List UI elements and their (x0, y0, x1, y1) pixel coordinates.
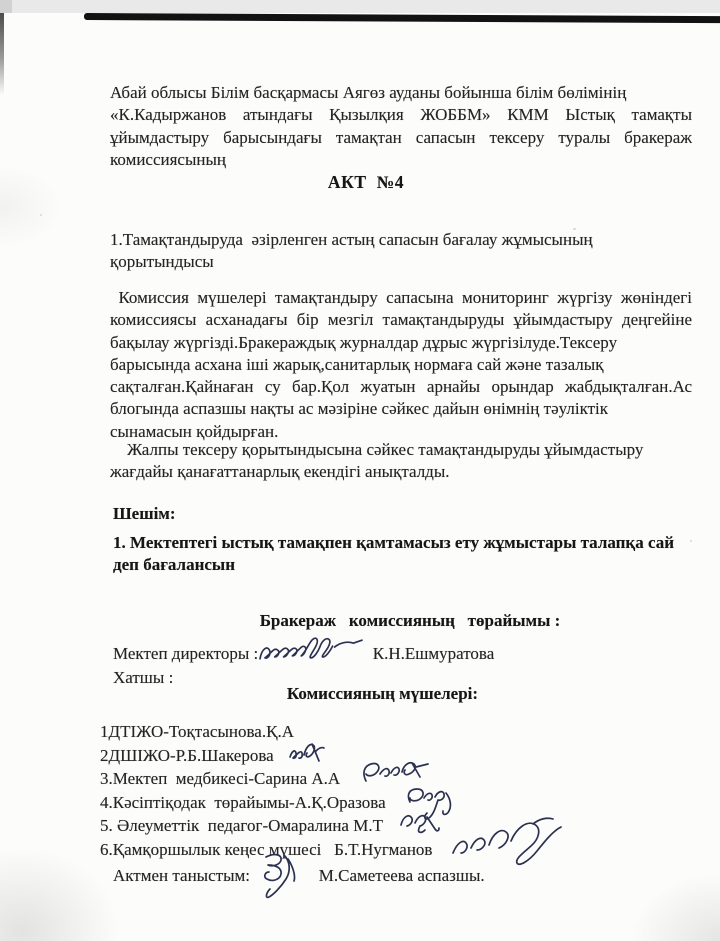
text-line: сақталған.Қайнаған су бар.Қол жуатын арнайы орындар жабдықталған.Ас (110, 377, 692, 397)
text-line: Комиссия мүшелері тамақтандыру сапасына мониторинг жүргізу жөніндегі (110, 288, 692, 307)
text-line: жағдайы қанағаттанарлық екендігі анықталды. (110, 462, 450, 482)
text-line: комиссиясы асханадағы бір мезгіл тамақтандыруды ұйымдастыру деңгейіне (110, 310, 692, 330)
acknowledgement-name: М.Саметеева аспазшы. (314, 866, 485, 885)
text-line: Жалпы тексеру қорытындысына сәйкес тамақтандыруды ұйымдастыру (110, 440, 644, 459)
director-signature (262, 657, 368, 659)
acknowledgement-line (113, 866, 485, 886)
member-signature (449, 853, 569, 855)
act-title-text: АКТ №4 (327, 172, 405, 192)
chair-heading-text: Бракераж комиссияның төрайымы : (259, 611, 561, 630)
members-heading-text: Комиссияның мүшелері: (286, 684, 479, 703)
member-signature (358, 782, 434, 784)
member-row (100, 767, 569, 791)
text-line: сынамасын қойдырған. (110, 421, 279, 441)
body-paragraph (110, 287, 692, 443)
member-name: 6.Қамқоршылык кеңес мүшесі Б.Т.Нугманов (100, 839, 433, 859)
member-name: 4.Кәсіптіқодак төрайымы-А.Қ.Оразова (100, 792, 386, 812)
text-line: деп бағалансын (113, 555, 236, 575)
text-line: 1. Мектептегі ыстық тамақпен қамтамасыз ету жұмыстары талапқа сай (113, 533, 675, 552)
scan-backdrop-strip (0, 0, 720, 13)
scan-backdrop-corner (0, 0, 12, 13)
text-line: барысында асхана іші жарық,санитарлық нормаға сай және тазалық (110, 354, 604, 374)
act-title (110, 172, 622, 193)
section-heading (110, 229, 618, 274)
director-name: К.Н.Ешмуратова (372, 644, 495, 663)
member-name: 2ДШІЖО-Р.Б.Шакерова (100, 745, 274, 765)
member-signature (397, 829, 445, 831)
text-line: ұйымдастыру барысындағы тамақтан сапасын тексеру туралы бракераж (110, 127, 692, 147)
member-signature (400, 806, 462, 808)
member-row (100, 744, 569, 768)
decision-heading (113, 504, 176, 524)
director-line (113, 644, 494, 664)
director-label: Мектеп директоры : (113, 644, 259, 663)
scan-page-edge-bar (84, 13, 720, 23)
member-name: 3.Мектеп медбикесі-Сарина А.А (100, 769, 341, 788)
decision-text (113, 532, 675, 577)
text-line: бақылау жүргізді.Бракераждық журналдар дұрыс жүргізілуде.Тексеру (110, 332, 618, 352)
acknowledgement-label: Актмен таныстым: (113, 866, 250, 885)
text-line: 1.Тамақтандыруда әзірленген астың сапасын бағалау жұмысының (110, 230, 593, 249)
member-row (100, 838, 569, 862)
scan-left-edge-shadow (0, 13, 4, 95)
document-header (110, 82, 692, 172)
text-line: Абай облысы Білім басқармасы Аягөз ауданы бойынша білім бөлімінің (110, 83, 627, 102)
chair-heading (110, 611, 710, 631)
text-line: блогында аспазшы нақты ас мәзіріне сәйкес дайын өнімнің тәуліктік (110, 399, 609, 419)
member-name: 1ДТІЖО-Тоқтасынова.Қ.А (100, 722, 294, 741)
members-heading (110, 684, 655, 704)
member-signature (288, 759, 332, 761)
member-row (100, 720, 569, 744)
members-list (100, 720, 569, 861)
decision-heading-text: Шешім: (113, 504, 176, 523)
secretary-label: Хатшы : (113, 668, 174, 687)
text-line: «К.Кадыржанов атындағы Қызылқия ЖОББМ» КММ Ыстық тамақты (110, 105, 692, 125)
member-name: 5. Әлеуметтік педагог-Омаралина М.Т (100, 816, 383, 835)
conclusion-paragraph (110, 439, 692, 484)
member-row (100, 791, 569, 815)
text-line: қорытындысы (110, 252, 214, 272)
acknowledgement-signature (258, 879, 310, 881)
text-line: комиссиясының (110, 150, 227, 170)
